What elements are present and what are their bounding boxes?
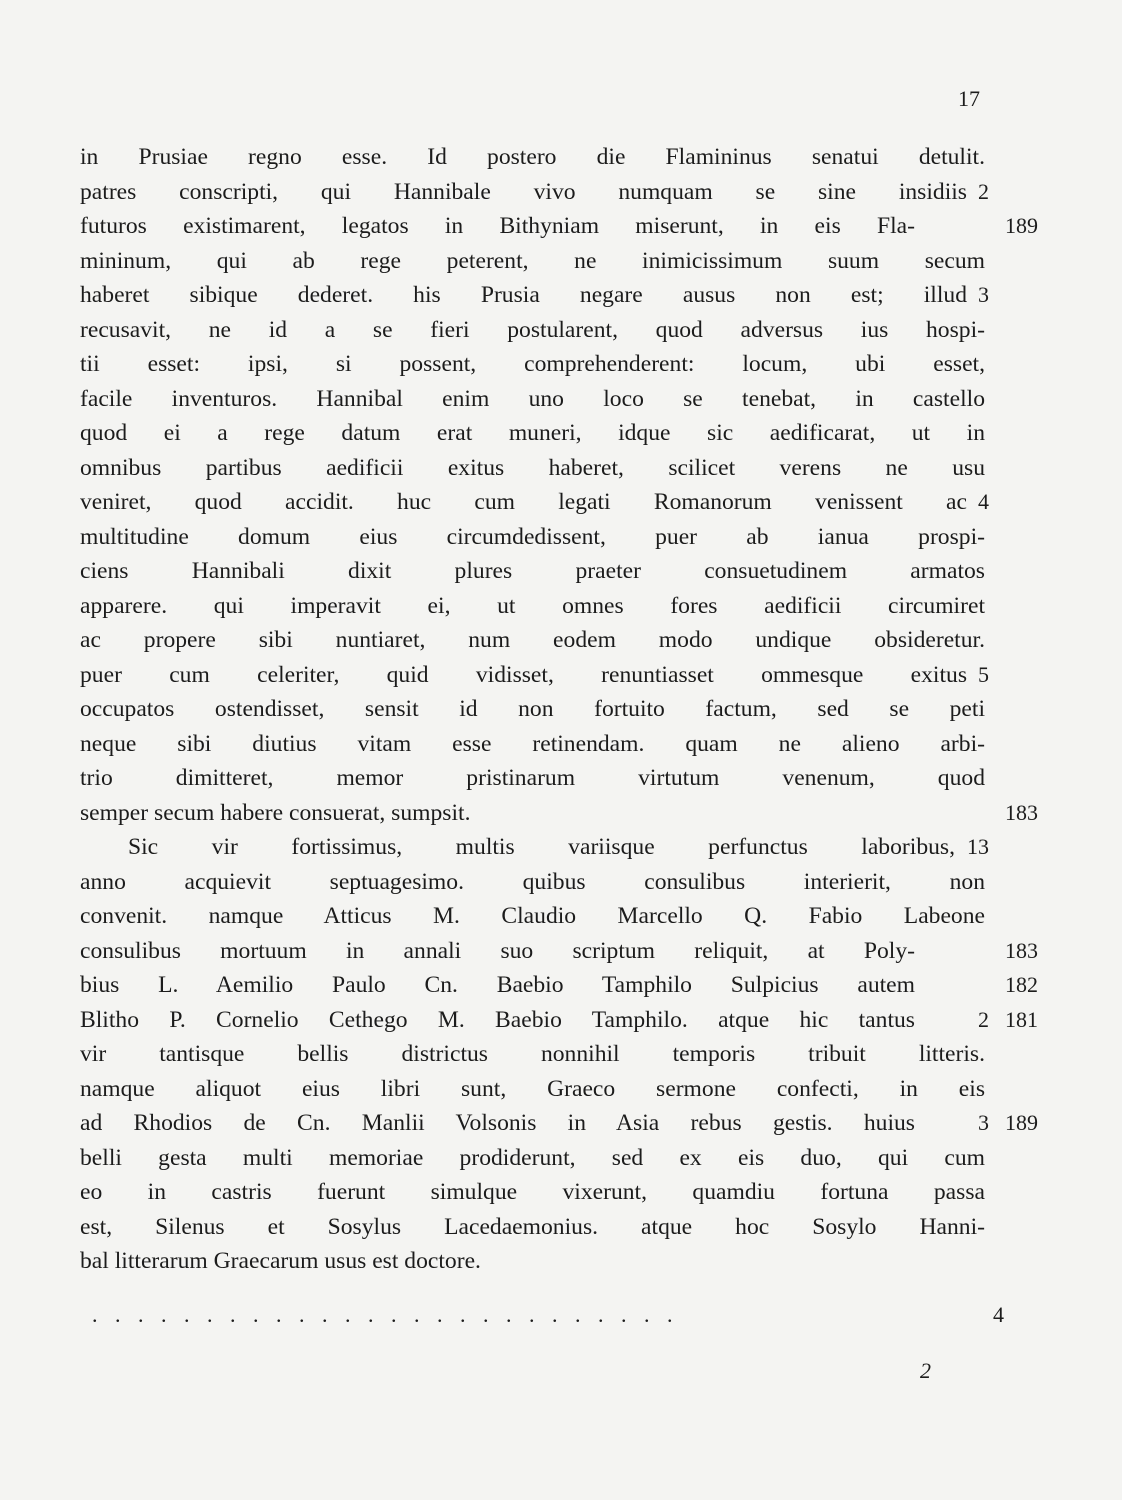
line-text: vir tantisque bellis districtus nonnihil temporis tribuit litteris. <box>80 1041 985 1067</box>
section-number: 2 <box>978 1006 989 1032</box>
line-text: eo in castris fuerunt simulque vixerunt, quamdiu fortuna passa <box>80 1179 985 1205</box>
text-line <box>80 899 985 934</box>
text-line <box>80 244 985 279</box>
line-text: Sic vir fortissimus, multis variisque perfunctus laboribus, <box>128 834 955 860</box>
line-text: quod ei a rege datum erat muneri, idque sic aedificarat, ut in <box>80 420 985 446</box>
line-text: facile inventuros. Hannibal enim uno loco se tenebat, in castello <box>80 385 985 412</box>
text-line <box>80 416 985 451</box>
line-text: veniret, quod accidit. huc cum legati Romanorum venissent ac <box>80 489 967 515</box>
text-line <box>80 1210 985 1245</box>
line-text: apparere. qui imperavit ei, ut omnes fores aedificii circumiret <box>80 592 985 619</box>
text-line <box>80 692 985 727</box>
line-text: futuros existimarent, legatos in Bithyniam miserunt, in eis Fla- <box>80 213 915 239</box>
line-text: occupatos ostendisset, sensit id non fortuito factum, sed se peti <box>80 696 985 722</box>
line-text: multitudine domum eius circumdedissent, puer ab ianua prospi- <box>80 523 985 550</box>
year-marginal-note: 183 <box>1005 937 1038 963</box>
text-line <box>80 175 989 210</box>
line-text: puer cum celeriter, quid vidisset, renuntiasset ommesque exitus <box>80 661 967 688</box>
text-line <box>80 1106 1038 1141</box>
line-text: ad Rhodios de Cn. Manlii Volsonis in Asia rebus gestis. huius <box>80 1110 915 1136</box>
line-text: semper secum habere consuerat, sumpsit. <box>80 799 471 826</box>
year-marginal-note: 182 <box>1005 972 1038 997</box>
line-text: omnibus partibus aedificii exitus haberet, scilicet verens ne usu <box>80 454 985 481</box>
line-text: haberet sibique dederet. his Prusia negare ausus non est; illud <box>80 282 967 308</box>
signature-mark: 2 <box>920 1358 931 1383</box>
text-line <box>80 623 985 658</box>
line-text: est, Silenus et Sosylus Lacedaemonius. atque hoc Sosylo Hanni- <box>80 1213 985 1240</box>
text-line <box>80 589 985 624</box>
text-line <box>80 1141 985 1176</box>
text-line <box>80 1037 985 1072</box>
text-line <box>80 796 1038 831</box>
year-marginal-note: 189 <box>1005 213 1038 238</box>
year-marginal-note: 183 <box>1005 799 1038 825</box>
text-line <box>80 830 989 865</box>
omission-section-number: 4 <box>993 1302 1004 1327</box>
year-marginal-note: 181 <box>1005 1006 1038 1032</box>
section-number: 5 <box>978 661 989 687</box>
text-line <box>80 1175 985 1210</box>
section-number: 3 <box>978 282 989 307</box>
section-number: 4 <box>978 489 989 514</box>
text-line <box>80 347 985 382</box>
section-number: 13 <box>967 834 989 859</box>
text-line <box>80 451 985 486</box>
line-text: Blitho P. Cornelio Cethego M. Baebio Tamphilo. atque hic tantus <box>80 1006 915 1033</box>
text-line <box>80 1244 985 1279</box>
text-line <box>80 658 989 693</box>
text-line <box>80 382 985 417</box>
latin-text-block <box>80 140 1038 1279</box>
text-line <box>80 140 985 175</box>
line-text: consulibus mortuum in annali suo scriptum reliquit, at Poly- <box>80 937 915 964</box>
text-line <box>80 278 989 313</box>
line-text: patres conscripti, qui Hannibale vivo numquam se sine insidiis <box>80 178 967 205</box>
line-text: mininum, qui ab rege peterent, ne inimicissimum suum secum <box>80 247 985 274</box>
line-text: ac propere sibi nuntiaret, num eodem modo undique obsideretur. <box>80 627 985 653</box>
line-text: belli gesta multi memoriae prodiderunt, sed ex eis duo, qui cum <box>80 1144 985 1171</box>
text-line <box>80 865 985 900</box>
line-text: bal litterarum Graecarum usus est doctore. <box>80 1248 481 1274</box>
text-line <box>80 1072 985 1107</box>
line-text: recusavit, ne id a se fieri postularent, quod adversus ius hospi- <box>80 316 985 343</box>
text-line <box>80 209 1038 244</box>
line-text: anno acquievit septuagesimo. quibus consulibus interierit, non <box>80 868 985 895</box>
text-line <box>80 727 985 762</box>
line-text: neque sibi diutius vitam esse retinendam. quam ne alieno arbi- <box>80 730 985 757</box>
line-text: trio dimitteret, memor pristinarum virtutum venenum, quod <box>80 765 985 791</box>
section-number: 2 <box>978 178 989 204</box>
text-line <box>80 520 985 555</box>
text-line <box>80 934 1038 969</box>
year-marginal-note: 189 <box>1005 1110 1038 1135</box>
text-line <box>80 313 985 348</box>
line-text: convenit. namque Atticus M. Claudio Marcello Q. Fabio Labeone <box>80 903 985 929</box>
line-text: in Prusiae regno esse. Id postero die Flamininus senatui detulit. <box>80 144 985 170</box>
line-text: ciens Hannibali dixit plures praeter consuetudinem armatos <box>80 558 985 584</box>
text-line <box>80 761 985 796</box>
text-line <box>80 968 1038 1003</box>
text-line <box>80 554 985 589</box>
page-number: 17 <box>958 86 980 111</box>
omission-dots: .......................... <box>92 1302 690 1327</box>
section-number: 3 <box>978 1110 989 1135</box>
text-line <box>80 1003 1038 1038</box>
line-text: bius L. Aemilio Paulo Cn. Baebio Tamphilo Sulpicius autem <box>80 972 915 998</box>
line-text: tii esset: ipsi, si possent, comprehenderent: locum, ubi esset, <box>80 351 985 377</box>
line-text: namque aliquot eius libri sunt, Graeco sermone confecti, in eis <box>80 1075 985 1102</box>
text-line <box>80 485 989 520</box>
